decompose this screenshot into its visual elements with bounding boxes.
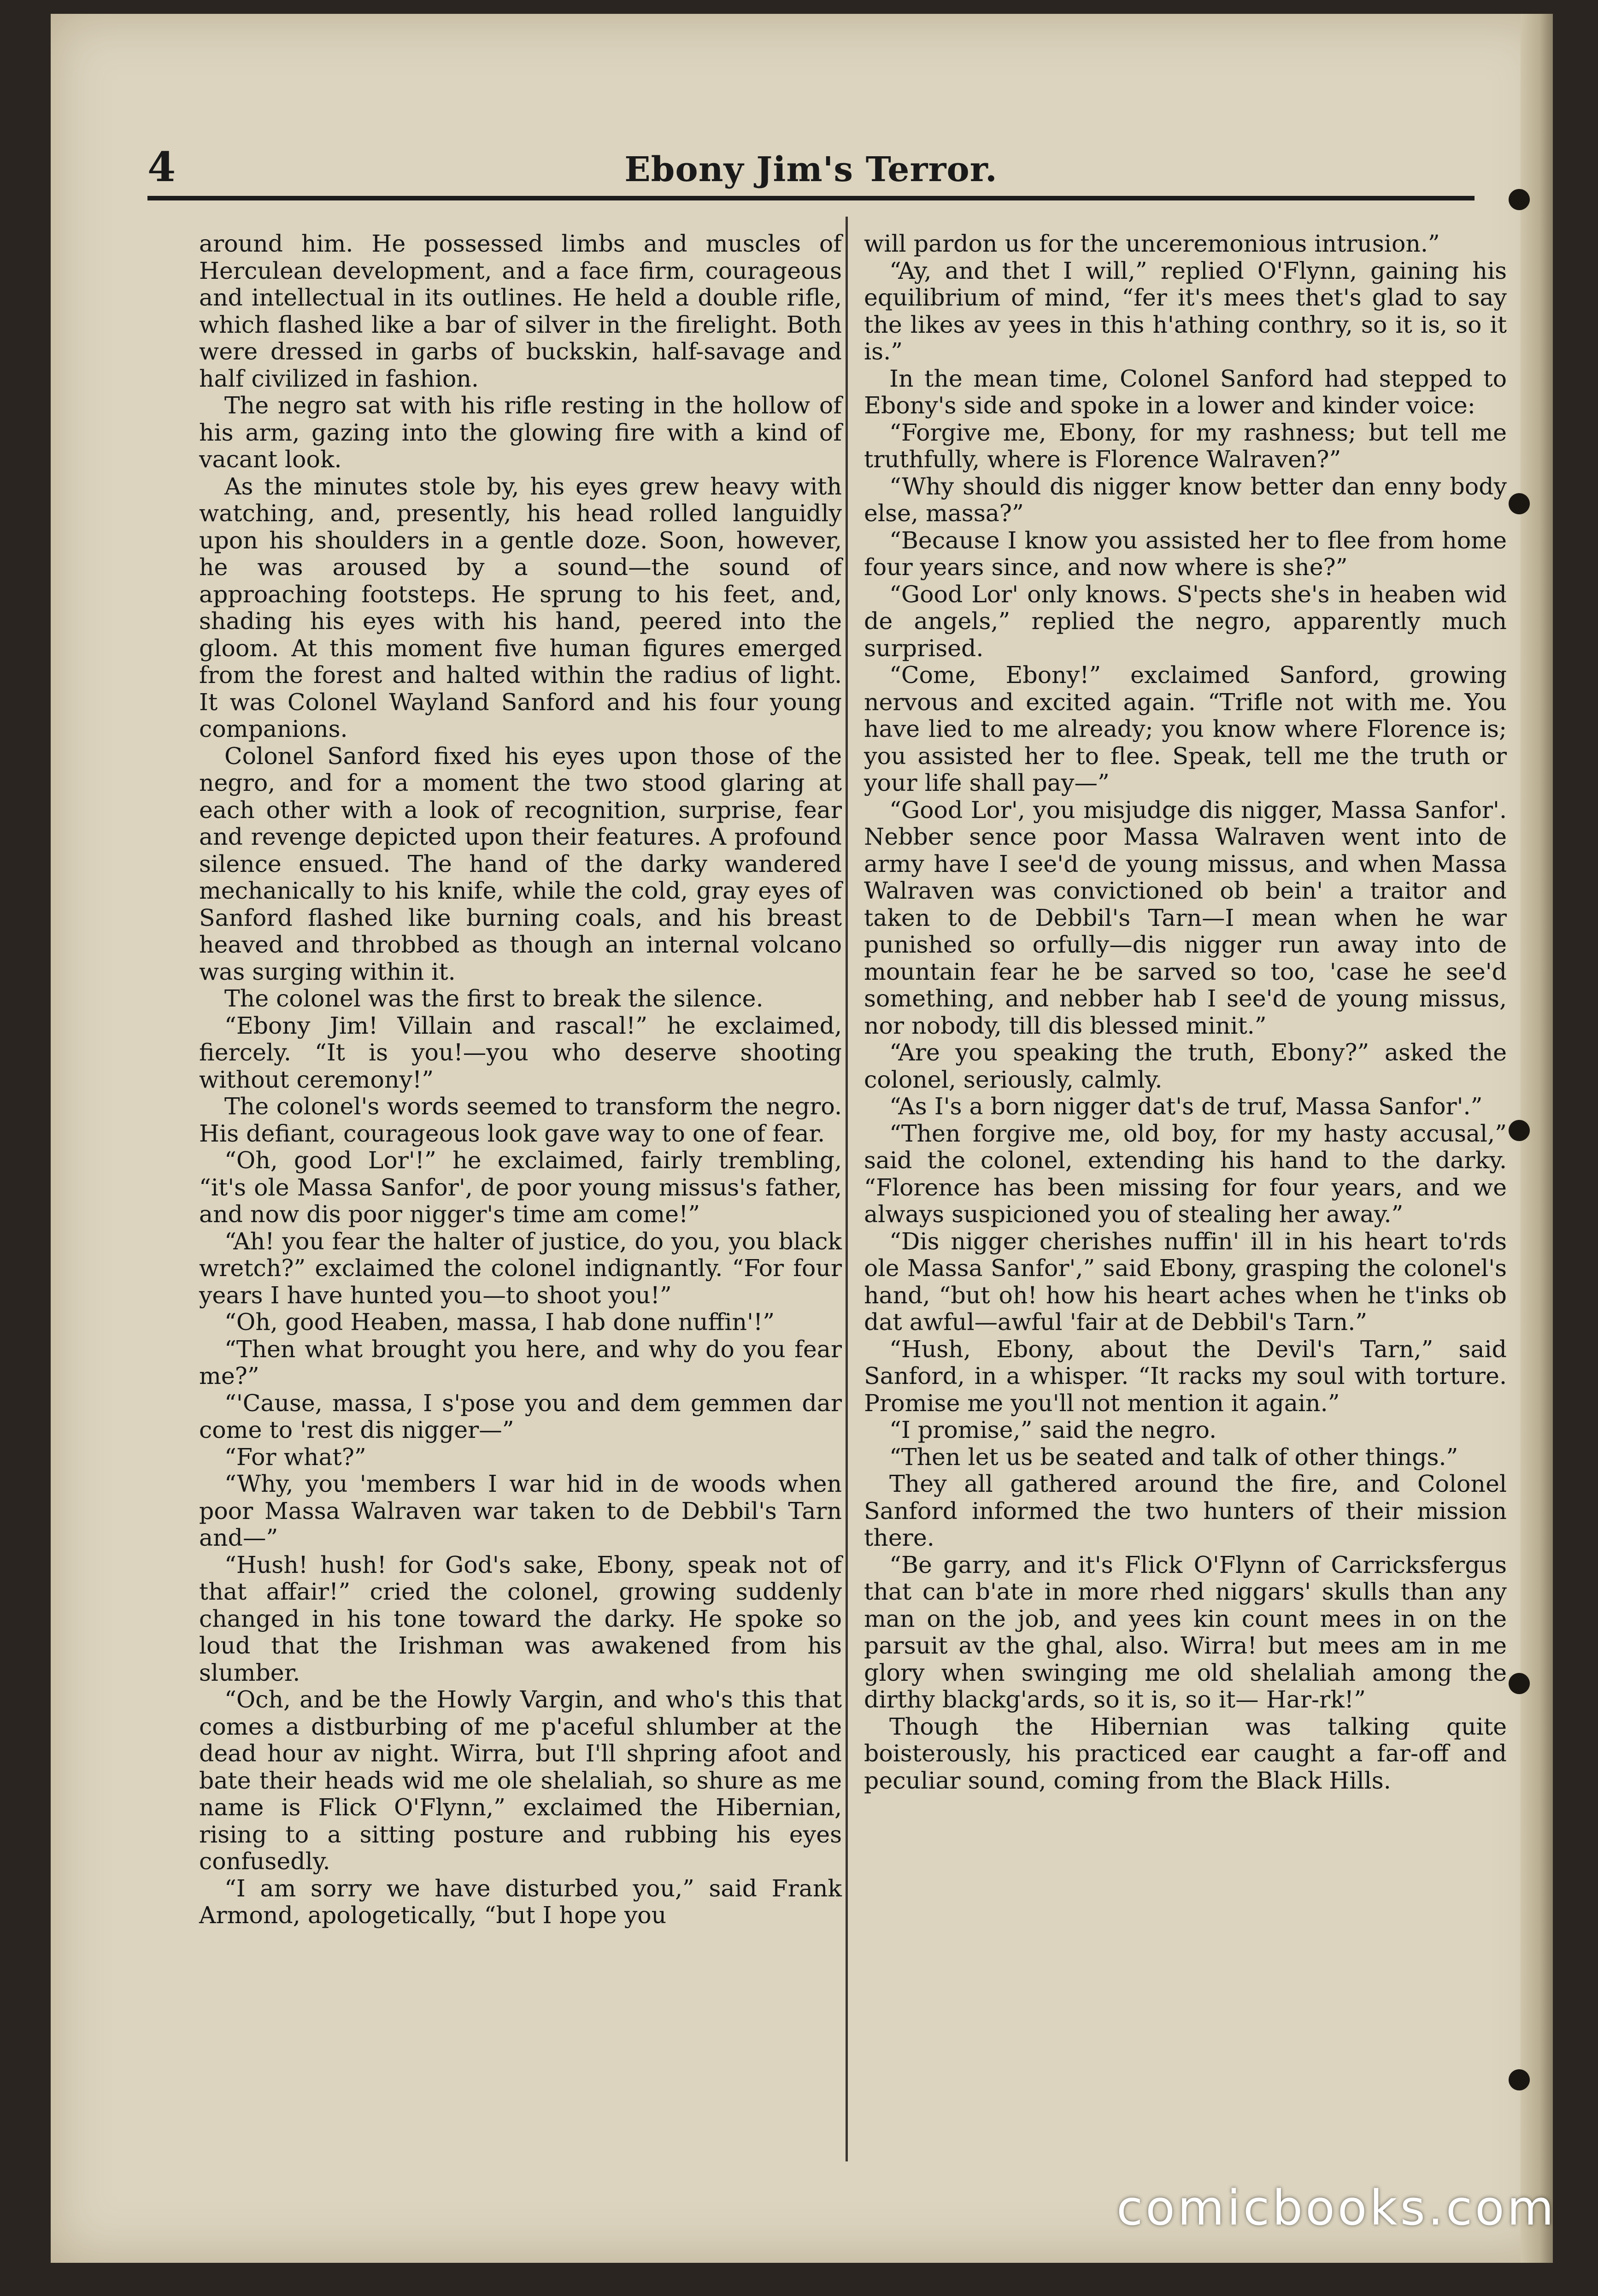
- left-column: [199, 230, 842, 1929]
- paragraph: “Dis nigger cherishes nuffin' ill in his heart to'rds ole Massa Sanfor',” said Ebony, grasping the colonel's hand, “but oh! how his heart aches when he t'inks ob dat awful—awful 'fair at de Debbil's Tarn.”: [864, 1227, 1507, 1336]
- paragraph: “Forgive me, Ebony, for my rashness; but tell me truthfully, where is Florence Walraven?”: [864, 418, 1507, 473]
- paragraph: “Oh, good Heaben, massa, I hab done nuffin'!”: [224, 1308, 775, 1336]
- paragraph: “Hush, Ebony, about the Devil's Tarn,” said Sanford, in a whisper. “It racks my soul with torture. Promise me you'll not mention it again.”: [864, 1335, 1507, 1417]
- binding-staple: [1509, 2069, 1530, 2090]
- paragraph: In the mean time, Colonel Sanford had stepped to Ebony's side and spoke in a lower and kinder voice:: [864, 365, 1507, 419]
- paragraph: “For what?”: [224, 1443, 366, 1471]
- paragraph: The negro sat with his rifle resting in the hollow of his arm, gazing into the glowing fire with a kind of vacant look.: [199, 392, 842, 473]
- paragraph: As the minutes stole by, his eyes grew heavy with watching, and, presently, his head rolled languidly upon his shoulders in a gentle doze. Soon, however, he was aroused by a sound—the sound of approaching footsteps. He sprung to his feet, and, shading his eyes with his hand, peered into the gloom. At this moment five human figures emerged from the forest and halted within the radius of light. It was Colonel Wayland Sanford and his four young companions.: [199, 472, 842, 742]
- paragraph: “Och, and be the Howly Vargin, and who's this that comes a distburbing of me p'aceful shlumber at the dead hour av night. Wirra, but I'll shpring afoot and bate their heads wid me ole shelaliah, so shure as me name is Flick O'Flynn,” exclaimed the Hibernian, rising to a sitting posture and rubbing his eyes confusedly.: [199, 1686, 842, 1875]
- binding-staple: [1509, 493, 1530, 514]
- column-divider: [846, 217, 848, 2161]
- paragraph: “Ah! you fear the halter of justice, do you, you black wretch?” exclaimed the colonel indignantly. “For four years I have hunted you—to shoot you!”: [199, 1227, 842, 1309]
- paragraph: “Are you speaking the truth, Ebony?” asked the colonel, seriously, calmly.: [864, 1039, 1507, 1093]
- paragraph: “Then let us be seated and talk of other things.”: [889, 1443, 1458, 1471]
- binding-staple: [1509, 1673, 1530, 1694]
- book-page: [51, 14, 1553, 2263]
- watermark: comicbooks.com: [1116, 2180, 1557, 2236]
- paragraph: “Good Lor', you misjudge dis nigger, Massa Sanfor'. Nebber sence poor Massa Walraven went into de army have I see'd de young missus, and when Massa Walraven was convictioned ob bein' a traitor and taken to de Debbil's Tarn—I mean when he war punished so orfully—dis nigger run away into de mountain fear he be sarved so too, 'case he see'd something, and nebber hab I see'd de young missus, nor nobody, till dis blessed minit.”: [864, 796, 1507, 1039]
- paragraph: “Because I know you assisted her to flee from home four years since, and now where is she?”: [864, 526, 1507, 581]
- paragraph: Colonel Sanford fixed his eyes upon those of the negro, and for a moment the two stood glaring at each other with a look of recognition, surprise, fear and revenge depicted upon their features. A profound silence ensued. The hand of the darky wandered mechanically to his knife, while the cold, gray eyes of Sanford flashed like burning coals, and his breast heaved and throbbed as though an internal volcano was surging within it.: [199, 742, 842, 985]
- paragraph: The colonel was the first to break the silence.: [224, 985, 764, 1012]
- page-number: 4: [147, 143, 176, 191]
- paragraph: “'Cause, massa, I s'pose you and dem gemmen dar come to 'rest dis nigger—”: [199, 1389, 842, 1443]
- paragraph: “Be garry, and it's Flick O'Flynn of Carricksfergus that can b'ate in more rhed niggars' skulls than any man on the job, and yees kin count mees in on the parsuit av the ghal, also. Wirra! but mees am in me glory when swinging me old shelaliah among the dirthy blackg'ards, so it is, so it— Har-rk!”: [864, 1551, 1507, 1713]
- paragraph: “Hush! hush! for God's sake, Ebony, speak not of that affair!” cried the colonel, growing suddenly changed in his tone toward the darky. He spoke so loud that the Irishman was awakened from his slumber.: [199, 1551, 842, 1686]
- binding-staple: [1509, 189, 1530, 210]
- paragraph: They all gathered around the fire, and Colonel Sanford informed the two hunters of their mission there.: [864, 1470, 1507, 1551]
- binding-staple: [1509, 1120, 1530, 1141]
- page-header: [147, 129, 1475, 194]
- paragraph: “As I's a born nigger dat's de truf, Massa Sanfor'.”: [889, 1093, 1483, 1120]
- paragraph: “Then forgive me, old boy, for my hasty accusal,” said the colonel, extending his hand to the darky. “Florence has been missing for four years, and we always suspicioned you of stealing her away.”: [864, 1119, 1507, 1228]
- paragraph: “Ebony Jim! Villain and rascal!” he exclaimed, fiercely. “It is you!—you who deserve shooting without ceremony!”: [199, 1012, 842, 1093]
- paragraph: around him. He possessed limbs and muscles of Herculean development, and a face firm, courageous and intellectual in its outlines. He held a double rifle, which flashed like a bar of silver in the firelight. Both were dressed in garbs of buckskin, half-savage and half civilized in fashion.: [199, 230, 842, 392]
- paragraph: “Why should dis nigger know better dan enny body else, massa?”: [864, 472, 1507, 527]
- right-column: [864, 230, 1507, 1794]
- paragraph: “Ay, and thet I will,” replied O'Flynn, gaining his equilibrium of mind, “fer it's mees thet's glad to say the likes av yees in this h'athing conthry, so it is, so it is.”: [864, 257, 1507, 365]
- paragraph: “Oh, good Lor'!” he exclaimed, fairly trembling, “it's ole Massa Sanfor', de poor young missus's father, and now dis poor nigger's time am come!”: [199, 1147, 842, 1228]
- paragraph: The colonel's words seemed to transform the negro. His defiant, courageous look gave way to one of fear.: [199, 1093, 842, 1147]
- paragraph: “Good Lor' only knows. S'pects she's in heaben wid de angels,” replied the negro, apparently much surprised.: [864, 580, 1507, 662]
- paragraph: “Come, Ebony!” exclaimed Sanford, growing nervous and excited again. “Trifle not with me. You have lied to me already; you know where Florence is; you assisted her to flee. Speak, tell me the truth or your life shall pay—”: [864, 661, 1507, 796]
- header-rule: [147, 196, 1475, 200]
- paragraph: “Then what brought you here, and why do you fear me?”: [199, 1335, 842, 1389]
- paragraph: Though the Hibernian was talking quite boisterously, his practiced ear caught a far-off and peculiar sound, coming from the Black Hills.: [864, 1713, 1507, 1794]
- paragraph: will pardon us for the unceremonious intrusion.”: [864, 230, 1440, 257]
- paragraph: “I am sorry we have disturbed you,” said Frank Armond, apologetically, “but I hope you: [199, 1874, 842, 1929]
- running-title: Ebony Jim's Terror.: [624, 150, 998, 189]
- paragraph: “Why, you 'members I war hid in de woods when poor Massa Walraven war taken to de Debbil's Tarn and—”: [199, 1470, 842, 1551]
- paragraph: “I promise,” said the negro.: [889, 1416, 1217, 1443]
